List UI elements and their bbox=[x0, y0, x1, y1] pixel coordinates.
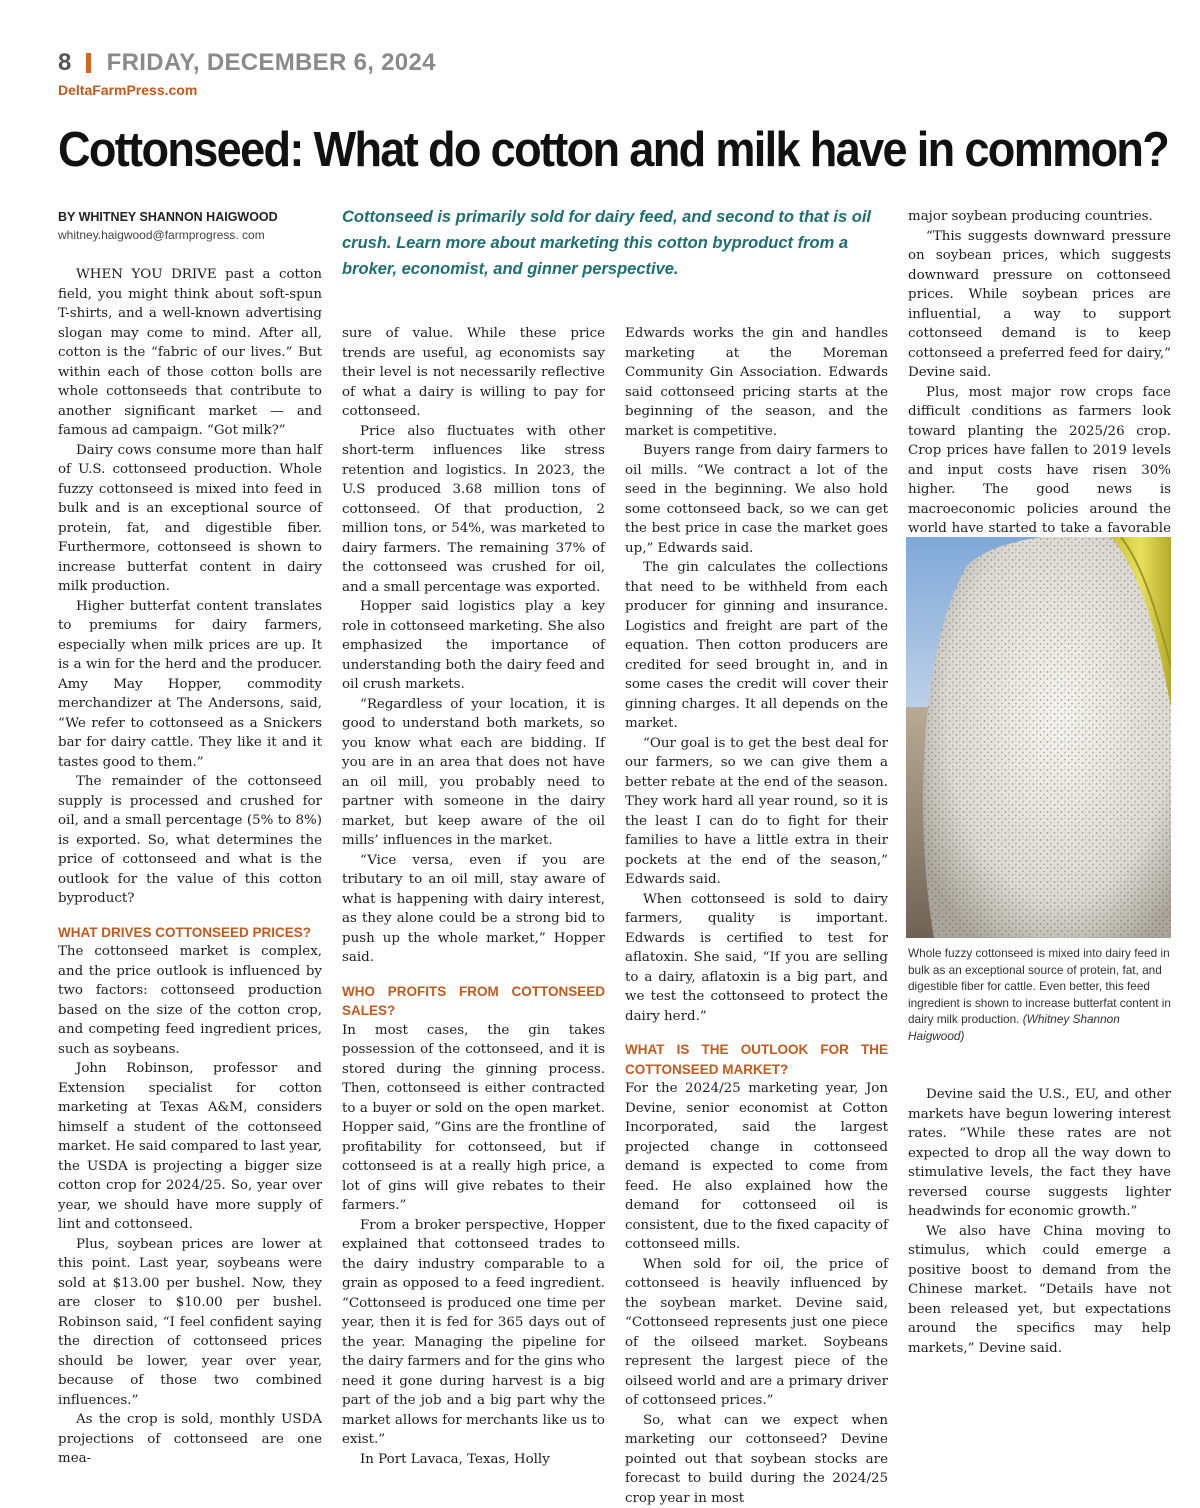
photo-caption bbox=[908, 945, 1171, 1044]
paragraph: In most cases, the gin takes possession of the cottonseed, and it is stored during the ginning process. Then, cottonseed is either contracted to a buyer or sold on the open market. Hopper said, “Gins are the frontline of profitability for cottonseed, but if cottonseed is at a really high price, a lot of gins will give rebates to their farmers.” bbox=[342, 1021, 605, 1216]
column-4 bbox=[908, 207, 1171, 558]
photo-credit: (Whitney Shannon Haigwood) bbox=[908, 1012, 1120, 1043]
paragraph: “Regardless of your location, it is good to understand both markets, so you know what each are bidding. If you are in an area that does not have an oil mill, you probably need to partner with someone in the dairy market, but keep aware of the oil mills’ influences in the market. bbox=[342, 695, 605, 851]
paragraph: Higher butterfat content translates to premiums for dairy farmers, especially when milk prices are up. It is a win for the herd and the producer. Amy May Hopper, commodity merchandizer at The Andersons, said, “We refer to cottonseed as a Snickers bar for dairy cattle. They like it and it tastes good to them.” bbox=[58, 597, 322, 773]
subhead: WHAT IS THE OUTLOOK FOR THE COTTONSEED MARKET? bbox=[625, 1040, 888, 1079]
headline: Cottonseed: What do cotton and milk have in common? bbox=[58, 112, 1088, 188]
paragraph: The cottonseed market is complex, and the price outlook is influenced by two factors: cottonseed production based on the size of the cotton crop, and competing feed ingredient prices, such as soybeans. bbox=[58, 942, 322, 1059]
paragraph: John Robinson, professor and Extension specialist for cotton marketing at Texas A&M, considers himself a student of the cottonseed market. He said compared to last year, the USDA is projecting a bigger size cotton crop for 2024/25. So, year over year, we should have more supply of lint and cottonseed. bbox=[58, 1059, 322, 1235]
caption-text: Whole fuzzy cottonseed is mixed into dairy feed in bulk as an exceptional source of protein, fat, and digestible fiber for cattle. Even better, this feed ingredient is shown to increase butterfat content in dairy milk production. bbox=[908, 946, 1171, 1026]
paragraph: Hopper said logistics play a key role in cottonseed marketing. She also emphasized the importance of understanding both the dairy feed and oil crush markets. bbox=[342, 597, 605, 695]
author-name: BY WHITNEY SHANNON HAIGWOOD bbox=[58, 208, 328, 226]
issue-date: FRIDAY, DECEMBER 6, 2024 bbox=[107, 49, 436, 77]
paragraph: Devine said the U.S., EU, and other markets have begun lowering interest rates. “While these rates are not expected to drop all the way down to stimulative levels, the fact they have reversed course suggests lighter headwinds for economic growth.” bbox=[908, 1085, 1171, 1222]
paragraph: “Vice versa, even if you are tributary to an oil mill, stay aware of what is happening with dairy interest, as they alone could be a strong bid to push up the whole market,” Hopper said. bbox=[342, 851, 605, 968]
paragraph: Edwards works the gin and handles marketing at the Moreman Community Gin Association. Edwards said cottonseed pricing starts at the beginning of the season, and the market is competitive. bbox=[625, 324, 888, 441]
paragraph: From a broker perspective, Hopper explained that cottonseed trades to the dairy industry comparable to a grain as opposed to a feed ingredient. “Cottonseed is produced one time per year, then it is fed for 365 days out of the year. Managing the pipeline for the dairy farmers and for the gins who need it gone during harvest is a big part of the job and a big part why the market allows for merchants like us to exist.” bbox=[342, 1216, 605, 1450]
paragraph: “Our goal is to get the best deal for our farmers, so we can give them a better rebate at the end of the season. They work hard all year round, so it is the least I can do to fight for their families to have a little extra in their pockets at the end of the season,” Edwards said. bbox=[625, 734, 888, 890]
subhead: WHAT DRIVES COTTONSEED PRICES? bbox=[58, 923, 322, 943]
paragraph: Plus, soybean prices are lower at this point. Last year, soybeans were sold at $13.00 per bushel. Now, they are closer to $10.00 per bushel. Robinson said, “I feel confident saying the direction of cottonseed prices should be lower, year over year, because of those two combined influences.” bbox=[58, 1235, 322, 1411]
paragraph: Price also fluctuates with other short-term influences like stress retention and logistics. In 2023, the U.S produced 3.68 million tons of cottonseed. Of that production, 2 million tons, or 54%, was marketed to dairy farmers. The remaining 37% of the cottonseed was crushed for oil, and a small percentage was exported. bbox=[342, 422, 605, 598]
column-1 bbox=[58, 265, 322, 1469]
folio bbox=[58, 48, 436, 78]
folio-divider bbox=[86, 53, 91, 73]
paragraph: As the crop is sold, monthly USDA projections of cottonseed are one mea- bbox=[58, 1410, 322, 1469]
paragraph: When cottonseed is sold to dairy farmers, quality is important. Edwards is certified to test for aflatoxin. She said, “If you are selling to a dairy, aflatoxin is a big part, and we test the cottonseed to protect the dairy herd.” bbox=[625, 890, 888, 1027]
cottonseed-photo bbox=[906, 537, 1171, 938]
column-3 bbox=[625, 324, 888, 1508]
paragraph: major soybean producing countries. bbox=[908, 207, 1171, 227]
author-email: whitney.haigwood@farmprogress. com bbox=[58, 226, 328, 244]
paragraph: For the 2024/25 marketing year, Jon Devine, senior economist at Cotton Incorporated, said the largest projected change in cottonseed demand is expected to come from feed. He also explained how the demand for cottonseed oil is consistent, due to the fixed capacity of cottonseed mills. bbox=[625, 1079, 888, 1255]
paragraph: The gin calculates the collections that need to be withheld from each producer for ginning and insurance. Logistics and freight are part of the equation. Then cotton producers are credited for seed brought in, and in some cases the credit will cover their ginning charges. It all depends on the market. bbox=[625, 558, 888, 734]
site-name: DeltaFarmPress.com bbox=[58, 82, 197, 98]
byline bbox=[58, 208, 328, 244]
paragraph: “This suggests downward pressure on soybean prices, which suggests downward pressure on cottonseed prices. While soybean prices are influential, a way to support cottonseed demand is to keep cottonseed a preferred feed for dairy,” Devine said. bbox=[908, 227, 1171, 383]
paragraph: The remainder of the cottonseed supply is processed and crushed for oil, and a small percentage (5% to 8%) is exported. So, what determines the price of cottonseed and what is the outlook for the value of this cotton byproduct? bbox=[58, 772, 322, 909]
paragraph: Buyers range from dairy farmers to oil mills. “We contract a lot of the seed in the beginning. We also hold some cottonseed back, so we can get the best price in case the market goes up,” Edwards said. bbox=[625, 441, 888, 558]
paragraph: WHEN YOU DRIVE past a cotton field, you might think about soft-spun T-shirts, and a well-known advertising slogan may come to mind. After all, cotton is the “fabric of our lives.” But within each of those cotton bolls are whole cottonseeds that contribute to another significant market — and famous ad campaign. “Got milk?” bbox=[58, 265, 322, 441]
paragraph: When sold for oil, the price of cottonseed is heavily influenced by the soybean market. Devine said, “Cottonseed represents just one piece of the oilseed market. Soybeans represent the largest piece of the oilseed world and are a primary driver of cottonseed prices.” bbox=[625, 1255, 888, 1411]
paragraph: So, what can we expect when marketing our cottonseed? Devine pointed out that soybean stocks are forecast to build during the 2024/25 crop year in most bbox=[625, 1411, 888, 1508]
paragraph: We also have China moving to stimulus, which could emerge a positive boost to demand from the Chinese market. “Details have not been released yet, but expectations around the specifics may help markets,” Devine said. bbox=[908, 1222, 1171, 1359]
deck: Cottonseed is primarily sold for dairy feed, and second to that is oil crush. Learn more about marketing this cotton byproduct from a broker, economist, and ginner perspective. bbox=[342, 204, 892, 282]
column-4-continued bbox=[908, 1085, 1171, 1358]
page-number: 8 bbox=[58, 49, 72, 77]
cottonseed-pile-image bbox=[906, 537, 1171, 938]
paragraph: Plus, most major row crops face difficult conditions as farmers look toward planting the 2025/26 crop. Crop prices have fallen to 2019 levels and input costs have risen 30% higher. The good news is macroeconomic policies around the world have started to take a favorable bbox=[908, 383, 1171, 559]
column-2 bbox=[342, 324, 605, 1469]
paragraph: sure of value. While these price trends are useful, ag economists say their level is not necessarily reflective of what a dairy is willing to pay for cottonseed. bbox=[342, 324, 605, 422]
paragraph: Dairy cows consume more than half of U.S. cottonseed production. Whole fuzzy cottonseed is mixed into feed in bulk and is an exceptional source of protein, fat, and digestible fiber. Furthermore, cottonseed is shown to increase butterfat content in dairy milk production. bbox=[58, 441, 322, 597]
subhead: WHO PROFITS FROM COTTONSEED SALES? bbox=[342, 982, 605, 1021]
paragraph: In Port Lavaca, Texas, Holly bbox=[342, 1450, 605, 1470]
